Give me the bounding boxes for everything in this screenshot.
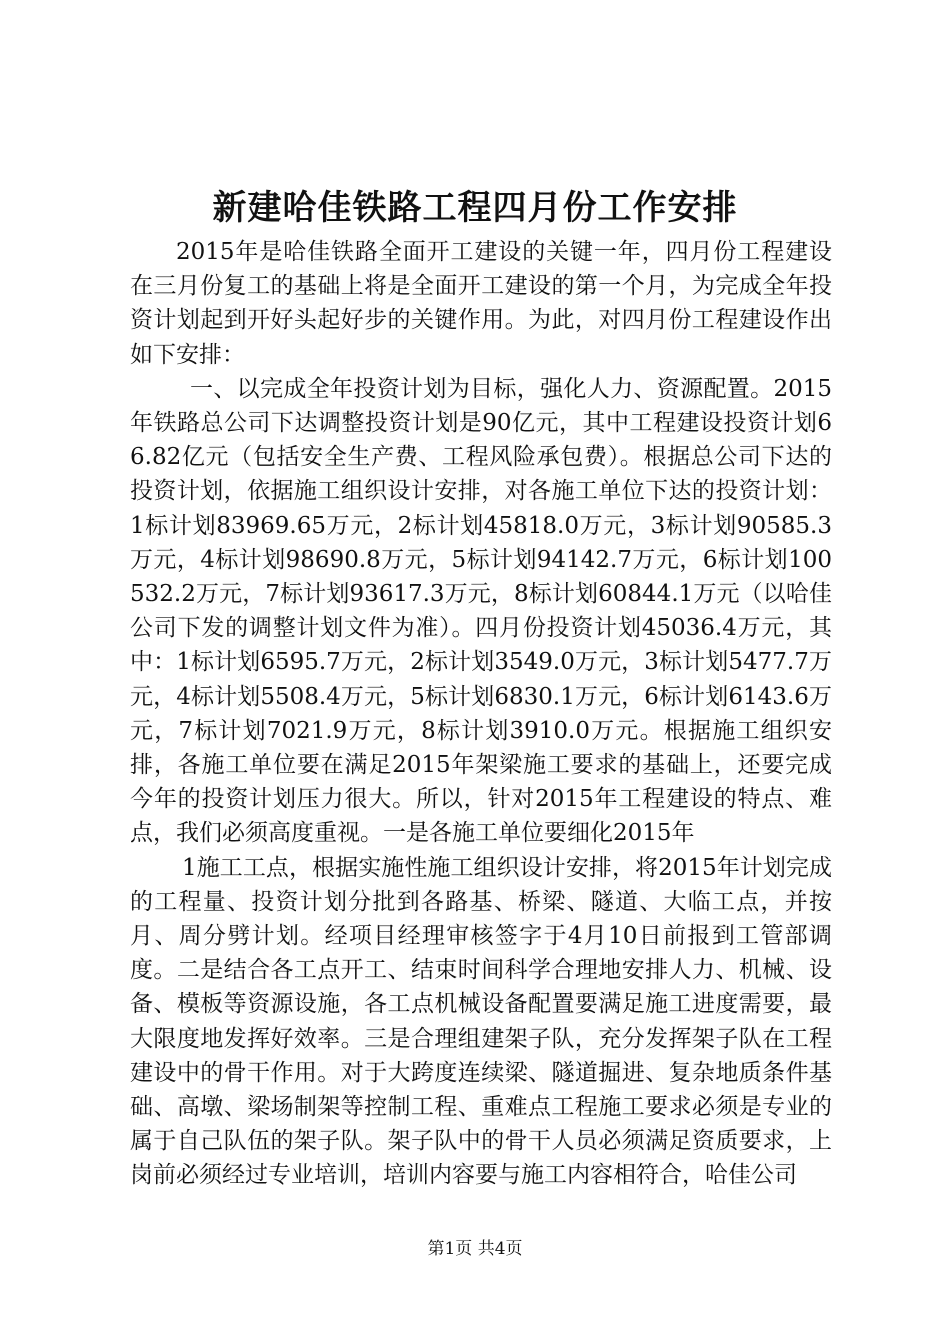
document-body [130, 235, 832, 1193]
section-one-paragraph: 一、以完成全年投资计划为目标，强化人力、资源配置。2015年铁路总公司下达调整投资计划是90亿元，其中工程建设投资计划66.82亿元（包括安全生产费、工程风险承包费）。根据总公司下达的投资计划，依据施工组织设计安排，对各施工单位下达的投资计划：1标计划83969.65万元，2标计划45818.0万元，3标计划90585.3万元，4标计划98690.8万元，5标计划94142.7万元，6标计划100532.2万元，7标计划93617.3万元，8标计划60844.1万元（以哈佳公司下发的调整计划文件为准）。四月份投资计划45036.4万元，其中：1标计划6595.7万元，2标计划3549.0万元，3标计划5477.7万元，4标计划5508.4万元，5标计划6830.1万元，6标计划6143.6万元，7标计划7021.9万元，8标计划3910.0万元。根据施工组织安排，各施工单位要在满足2015年架梁施工要求的基础上，还要完成今年的投资计划压力很大。所以，针对2015年工程建设的特点、难点，我们必须高度重视。一是各施工单位要细化2015年 [130, 375, 832, 847]
page-footer: 第1页 共4页 [427, 1239, 523, 1259]
document-title: 新建哈佳铁路工程四月份工作安排 [212, 188, 738, 228]
continuation-paragraph: 1施工工点，根据实施性施工组织设计安排，将2015年计划完成的工程量、投资计划分批到各路基、桥梁、隧道、大临工点，并按月、周分劈计划。经项目经理审核签字于4月10日前报到工管部调度。二是结合各工点开工、结束时间科学合理地安排人力、机械、设备、模板等资源设施，各工点机械设备配置要满足施工进度需要，最大限度地发挥好效率。三是合理组建架子队，充分发挥架子队在工程建设中的骨干作用。对于大跨度连续梁、隧道掘进、复杂地质条件基础、高墩、梁场制架等控制工程、重难点工程施工要求必须是专业的属于自己队伍的架子队。架子队中的骨干人员必须满足资质要求，上岗前必须经过专业培训，培训内容要与施工内容相符合，哈佳公司 [130, 854, 832, 1189]
intro-paragraph: 2015年是哈佳铁路全面开工建设的关键一年，四月份工程建设在三月份复工的基础上将是全面开工建设的第一个月，为完成全年投资计划起到开好头起好步的关键作用。为此，对四月份工程建设作出如下安排： [130, 239, 832, 368]
